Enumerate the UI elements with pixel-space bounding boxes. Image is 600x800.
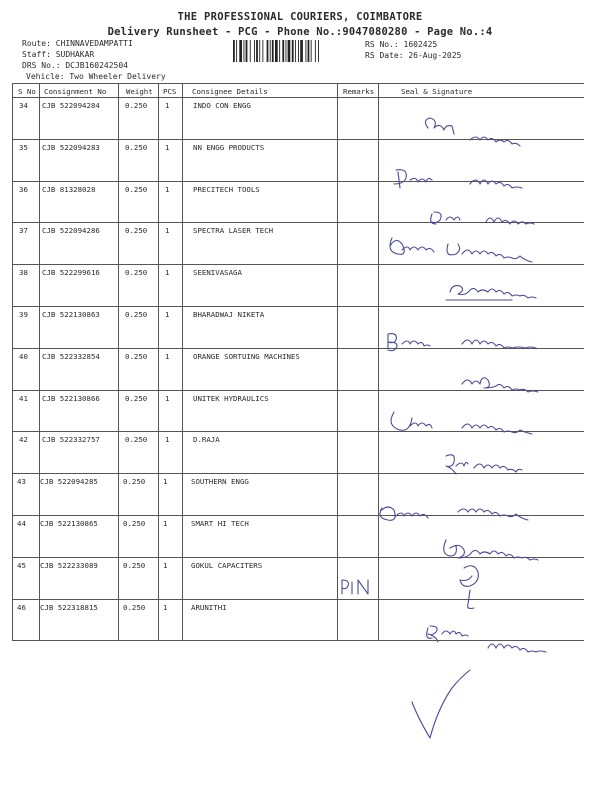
signature-44 [444,540,538,560]
cell-pcs: 1 [165,184,170,194]
cell-consignee: SEENIVASAGA [193,268,242,278]
cell-consignment-no: CJB 522299616 [42,268,100,278]
cell-sno: 35 [19,142,28,152]
remark-pin-text [343,582,345,583]
cell-pcs: 1 [163,519,168,528]
cell-weight: 0.250 [125,184,148,194]
cell-pcs: 1 [163,560,168,570]
cell-consignment-no: CJB 522130865 [40,519,98,528]
signature-43 [380,507,528,520]
cell-sno: 44 [17,519,26,528]
signature-35 [394,170,522,188]
col-header-pcs: PCS [163,87,177,96]
cell-weight: 0.250 [123,560,146,570]
cell-pcs: 1 [163,477,168,487]
signature-42 [446,455,522,474]
cell-sno: 42 [19,435,28,445]
signature-45-stamp [460,566,478,609]
cell-consignment-no: CJB 522332757 [42,435,100,445]
cell-weight: 0.250 [125,393,148,403]
cell-pcs: 1 [165,393,170,403]
col-header-consignee: Consignee Details [192,87,268,96]
cell-consignee: INDO CON ENGG [193,101,251,110]
cell-consignee: D.RAJA [193,435,220,445]
tick-mark [412,670,470,738]
cell-consignee: UNITEK HYDRAULICS [193,393,269,403]
cell-sno: 43 [17,477,26,487]
cell-sno: 45 [17,560,26,570]
cell-consignee: SMART HI TECH [191,519,249,528]
cell-weight: 0.250 [123,602,146,612]
cell-sno: 36 [19,184,28,194]
cell-pcs: 1 [165,268,170,278]
staff-label: Staff: SUDHAKAR [22,50,95,59]
signature-36 [431,212,534,224]
cell-weight: 0.250 [125,310,148,319]
cell-consignee: SPECTRA LASER TECH [193,226,274,236]
cell-consignee: BHARADWAJ NIKETA [193,310,265,319]
cell-sno: 37 [19,226,28,236]
cell-consignee: GOKUL CAPACITERS [191,560,263,570]
col-header-weight: Weight [126,87,153,96]
vehicle-label: Vehicle: Two Wheeler Delivery [26,72,166,81]
cell-sno: 34 [19,101,28,110]
route-label: Route: CHINNAVEDAMPATTI [22,39,133,48]
cell-consignment-no: CJB 522094284 [42,101,100,110]
cell-pcs: 1 [163,602,168,612]
col-header-sno: S No [18,87,36,96]
col-header-consignment: Consignment No [44,87,107,96]
signature-46 [427,626,546,652]
cell-sno: 39 [19,310,28,319]
cell-sno: 40 [19,351,28,361]
signature-40 [462,378,538,392]
cell-consignee: ORANGE SORTUING MACHINES [193,351,300,361]
cell-consignee: SOUTHERN ENGG [191,477,249,487]
cell-weight: 0.250 [123,519,146,528]
cell-consignment-no: CJB 522094283 [42,142,100,152]
cell-consignment-no: CJB 522094286 [42,226,100,236]
cell-consignee: NN ENGG PRODUCTS [193,142,265,152]
cell-pcs: 1 [165,310,170,319]
signature-38 [446,286,536,300]
cell-sno: 46 [17,602,26,612]
cell-consignee: ARUNITHI [191,602,227,612]
cell-consignment-no: CJB 522130863 [42,310,100,319]
cell-weight: 0.250 [125,142,148,152]
cell-consignment-no: CJB 81328028 [42,184,96,194]
rs-number: RS No.: 1602425 [365,40,438,49]
signature-39 [388,334,536,351]
cell-pcs: 1 [165,226,170,236]
cell-consignment-no: CJB 522233089 [40,560,98,570]
cell-pcs: 1 [165,101,170,110]
cell-consignment-no: CJB 522332854 [42,351,100,361]
signature-37 [390,238,532,262]
cell-weight: 0.250 [125,351,148,361]
cell-weight: 0.250 [125,435,148,445]
col-header-signature: Seal & Signature [401,87,473,96]
cell-weight: 0.250 [125,101,148,110]
company-title: THE PROFESSIONAL COURIERS, COIMBATORE [177,11,423,23]
cell-consignee: PRECITECH TOOLS [193,184,260,194]
runsheet-subtitle: Delivery Runsheet - PCG - Phone No.:9047080280 - Page No.:4 [107,26,493,38]
signature-41 [391,412,532,434]
cell-pcs: 1 [165,351,170,361]
cell-pcs: 1 [165,435,170,445]
remark-pin-mark [342,580,368,594]
drs-label: DRS No.: DCJB160242504 [22,61,128,70]
cell-consignment-no: CJB 522130866 [42,393,100,403]
rs-date: RS Date: 26-Aug-2025 [365,51,462,60]
col-header-remarks: Remarks [343,87,375,96]
cell-consignment-no: CJB 522094285 [40,477,98,487]
signature-34 [425,118,520,146]
cell-pcs: 1 [165,142,170,152]
cell-sno: 38 [19,268,28,278]
cell-weight: 0.250 [125,226,148,236]
cell-sno: 41 [19,393,28,403]
cell-weight: 0.250 [125,268,148,278]
cell-consignment-no: CJB 522318815 [40,602,98,612]
cell-weight: 0.250 [123,477,146,487]
